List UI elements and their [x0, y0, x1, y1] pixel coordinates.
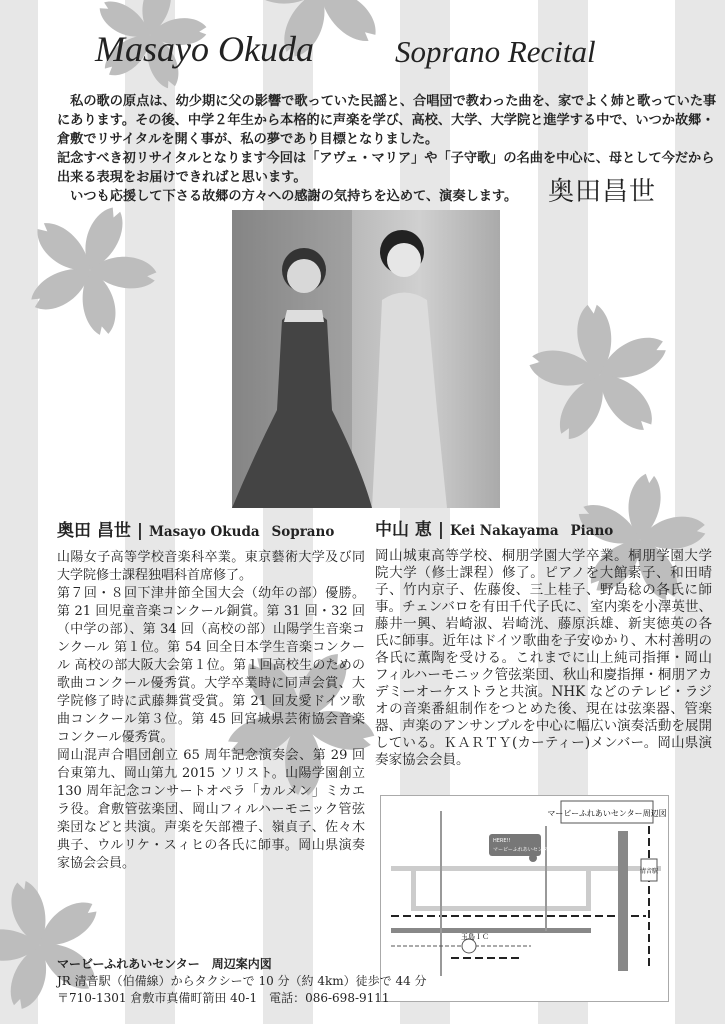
- venue-map-title: マービーふれあいセンター 周辺案内図: [57, 957, 272, 971]
- sakura-flower: [516, 292, 684, 455]
- name-english: Masayo Okuda: [148, 524, 260, 540]
- recital-title: Soprano Recital: [395, 34, 596, 69]
- name-japanese: 奥田 昌世: [57, 521, 131, 541]
- map-pin-icon: [529, 854, 537, 862]
- intro-paragraph: 記念すべき初リサイタルとなります今回は「アヴェ・マリア」や「子守歌」の名曲を中心に、母として今だから出来る表現をお届けできればと思います。: [57, 151, 715, 185]
- bio-soprano: [57, 522, 365, 873]
- bio-paragraph: 岡山城東高等学校、桐朋学園大学卒業。桐朋学園大学院大学（修士課程）修了。ピアノを大館素子、和田晴子、竹内京子、佐藤俊、三上桂子、野島稔の各氏に師事。チェンバロを有田千代子氏に、室内楽を小澤英世、藤井一興、岩崎淑、岩崎洸、藤原浜雄、新実徳英の各氏に師事。近年はドイツ歌曲を子安ゆかり、木村善明の各氏に薫陶を受ける。これまでに山上純司指揮・岡山フィルハーモニック管弦楽団、秋山和慶指揮・桐朋アカデミーオーケストラと共演。NHK などのテレビ・ラジオの音楽番組制作をつとめた後、現在は弦楽器、管楽器、声楽のアンサンブルを中心に幅広い演奏活動を展開している。ＫＡＲＴＹ(カーティー)メンバー。岡山県演奏家協会会員。: [375, 548, 712, 768]
- map-title: マービーふれあいセンター周辺図: [547, 809, 667, 818]
- performer-name-title: Masayo Okuda: [95, 29, 314, 69]
- sakura-flower: [5, 184, 178, 353]
- bio-paragraph: 山陽女子高等学校音楽科卒業。東京藝術大学及び同大学院修士課程独唱科首席修了。: [57, 550, 365, 583]
- map-callout-here: HERE!!: [493, 838, 511, 844]
- bio-heading: 中山 恵 | Kei Nakayama Piano: [375, 520, 614, 540]
- bio-paragraph: 岡山混声合唱団創立 65 周年記念演奏会、第 29 回台東第九、岡山第九 2015 ソリスト。山陽学園創立 130 周年記念コンサートオペラ「カルメン」ミカエラ役。倉敷管弦楽団、岡山フィルハーモニック管弦楽団などと共演。声楽を矢部禮子、嶺貞子、佐々木典子、ウルリケ・スィヒの各氏に師事。岡山県演奏家協会会員。: [57, 748, 365, 871]
- venue-access: JR 清音駅（伯備線）からタクシーで 10 分（約 4km）徒歩で 44 分: [57, 974, 427, 988]
- venue-address: 〒710-1301 倉敷市真備町箭田 40-1 電話：086-698-9111: [57, 991, 390, 1005]
- bio-piano: [375, 522, 712, 769]
- bio-heading: 奥田 昌世 | Masayo Okuda Soprano: [57, 521, 335, 541]
- map-ic-label: 玉島ＩＣ: [461, 933, 489, 941]
- performers-photo: [232, 210, 500, 508]
- map-callout-label: マービーふれあいセンター: [493, 847, 553, 853]
- name-english: Kei Nakayama: [449, 523, 559, 539]
- venue-info: [57, 956, 427, 1007]
- bio-paragraph: 第７回・８回下津井節全国大会（幼年の部）優勝。第 21 回児童音楽コンクール銅賞。第 31 回・32 回（中学の部）、第 34 回（高校の部）山陽学生音楽コンクール 第１位。第 54 回全日本学生音楽コンクール 高校の部大阪大会第１位。第１回高校生のための歌曲コンクール優秀賞。大学卒業時に同声会賞、大学院修了時に武藤舞賞受賞。第 21 回友愛ドイツ歌曲コンクール第３位。第 45 回宮城県芸術協会音楽コンクール優秀賞。: [57, 586, 365, 745]
- intro-paragraph: いつも応援して下さる故郷の方々への感謝の気持ちを込めて、演奏します。: [57, 189, 518, 204]
- role: Piano: [570, 523, 614, 539]
- name-japanese: 中山 恵: [375, 520, 432, 540]
- role: Soprano: [271, 524, 335, 540]
- map-station-label: 清音駅: [639, 868, 659, 875]
- signature: 奥田昌世: [548, 177, 657, 207]
- intro-paragraph: 私の歌の原点は、幼少期に父の影響で歌っていた民謡と、合唱団で教わった曲を、家でよく姉と歌っていた事にあります。その後、中学２年生から本格的に声楽を学び、高校、大学、大学院と進学する中で、いつか故郷・倉敷でリサイタルを開く事が、私の夢であり目標となりました。: [57, 94, 717, 147]
